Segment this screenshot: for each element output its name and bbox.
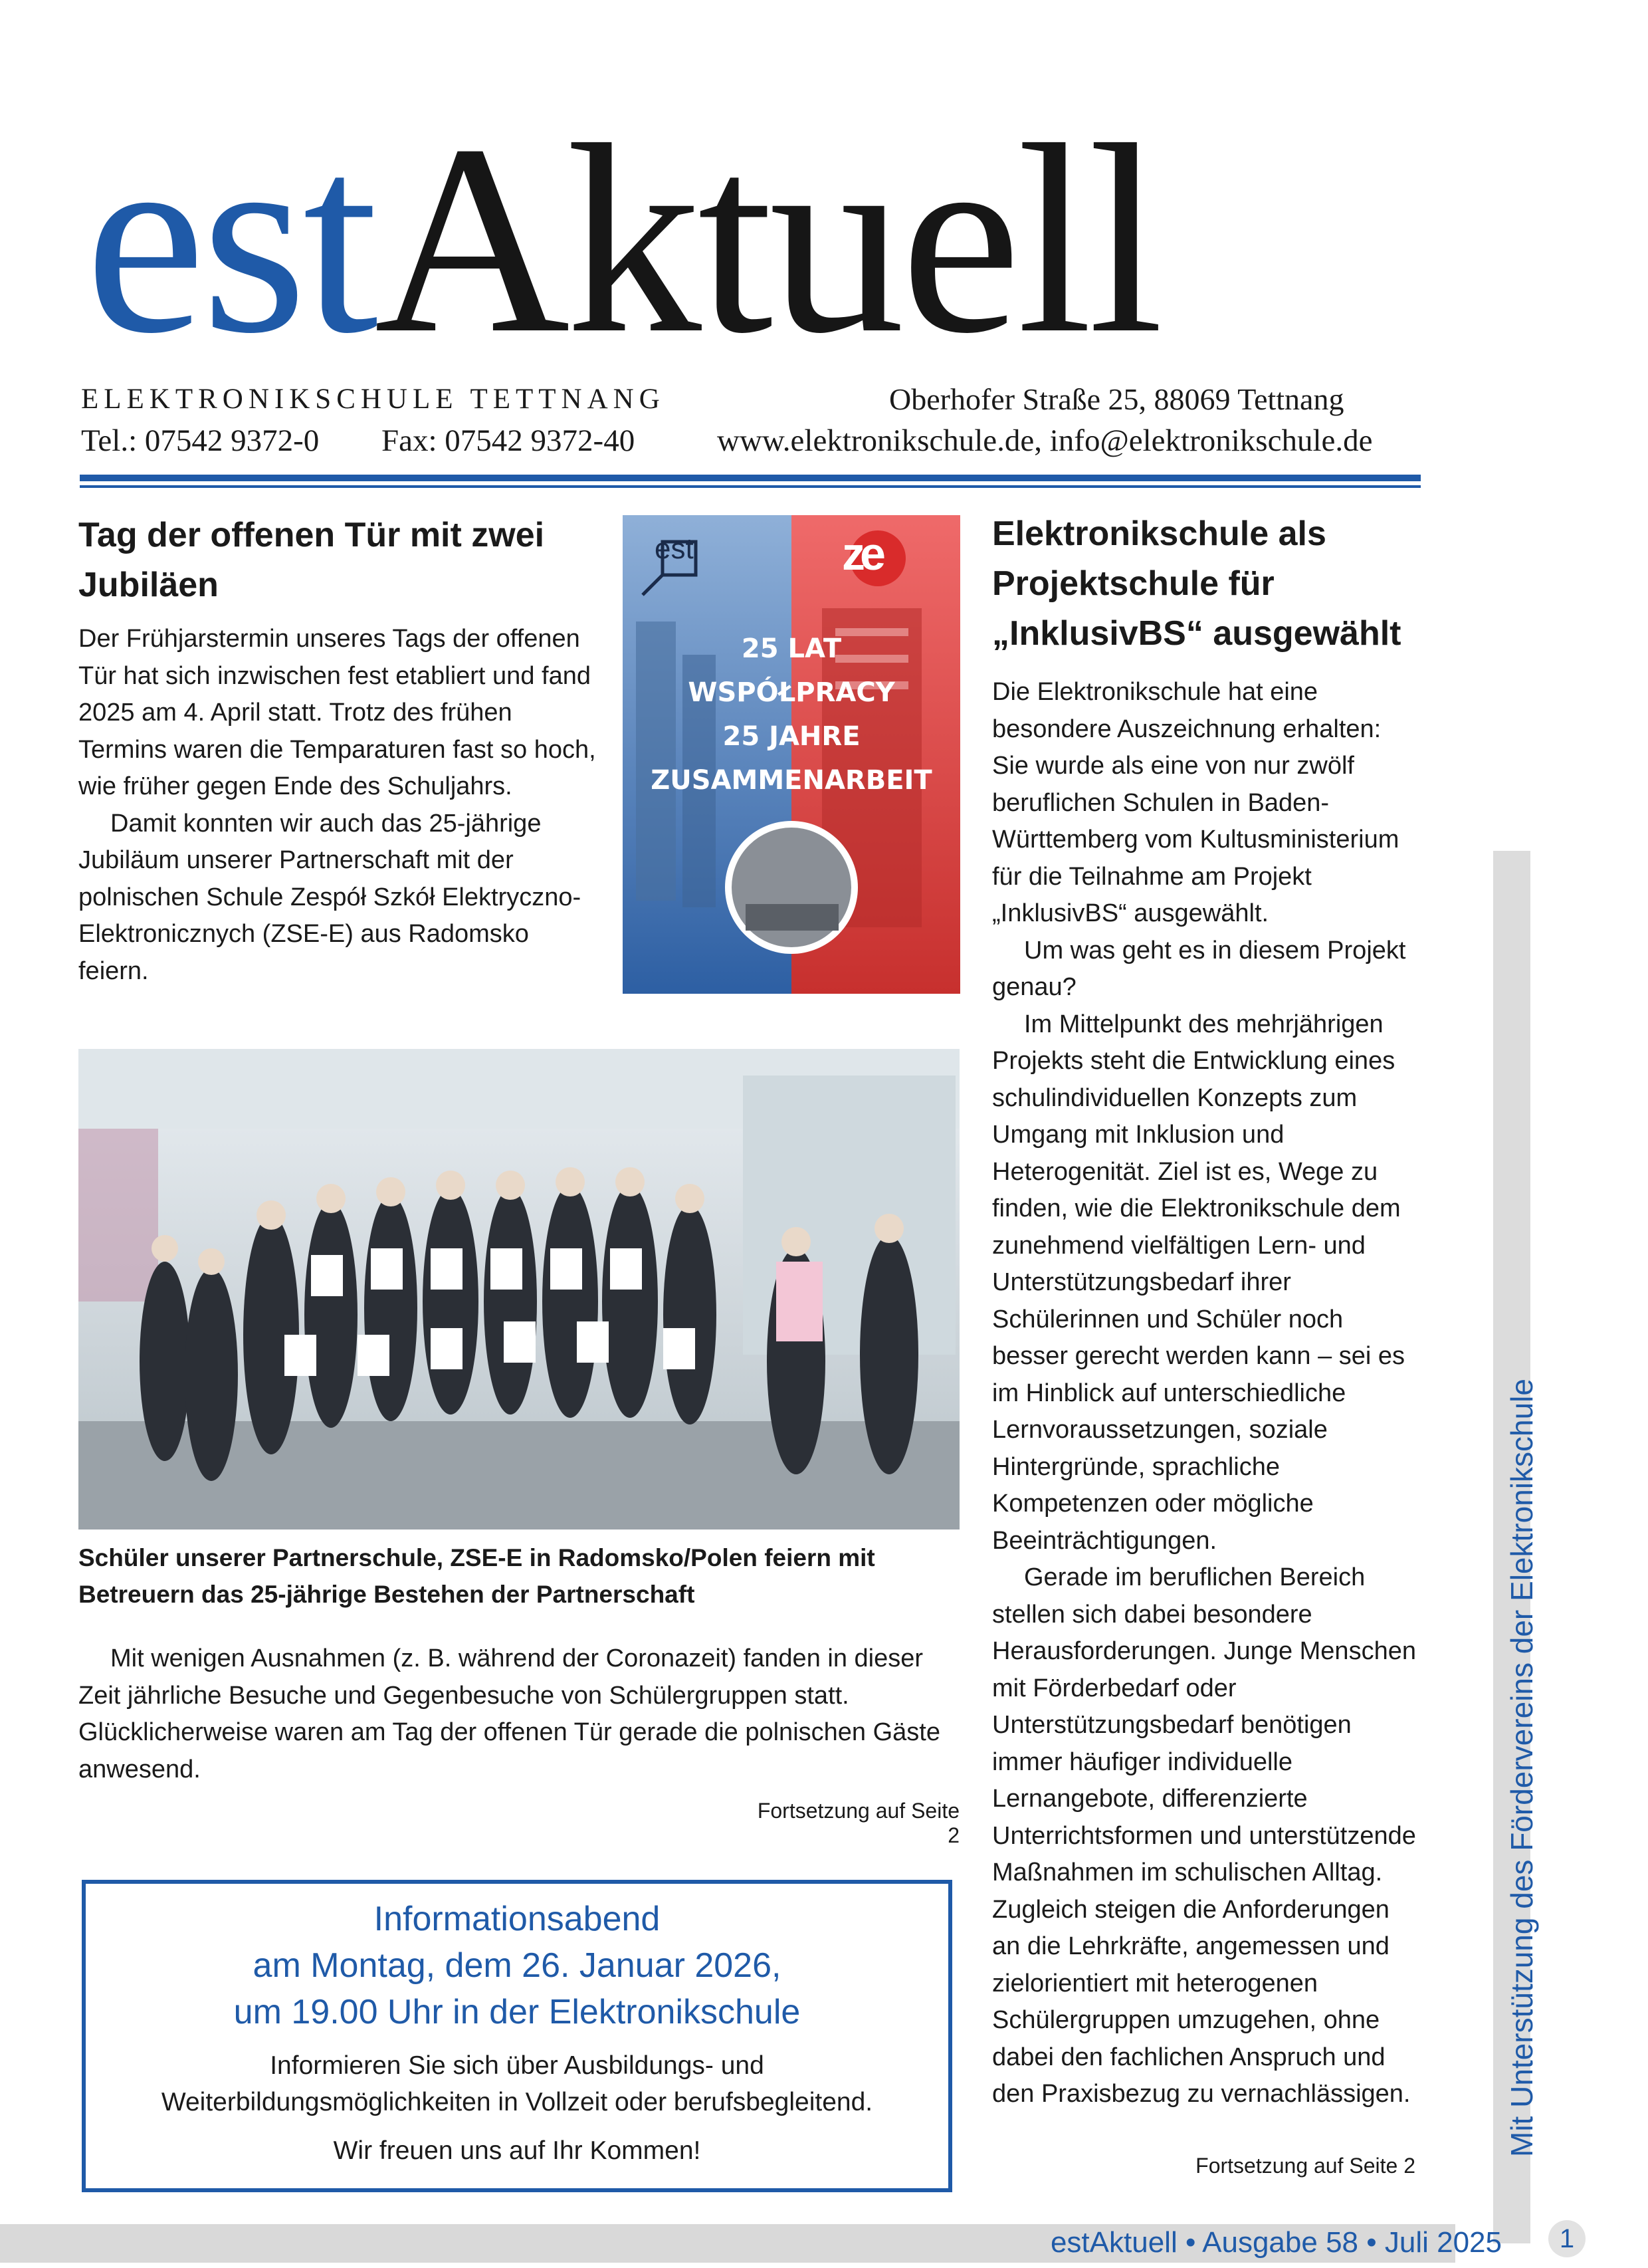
sponsor-sidebar-text: Mit Unterstützung des Fördervereins der Elektronikschule — [1504, 1379, 1539, 2157]
article1-heading: Tag der offenen Tür mit zwei Jubiläen — [78, 516, 545, 604]
poster-line: 25 LAT — [741, 633, 842, 664]
article2-paragraph: Im Mittelpunkt des mehrjährigen Projekts steht die Entwicklung eines schulindividuellen Konzepts zum Umgang mit Inklusion und Heterogenität. Ziel ist es, Wege zu finden, wie die Elektronikschule dem zunehmend vielfältigen Lern- und Unterstützungsbedarf ihrer Schülerinnen und Schüler noch besser gerecht werden kann – sei es im Hinblick auf unterschiedliche Lernvoraussetzungen, soziale Hintergründe, sprachliche Kompetenzen oder mögliche Beeinträchtigungen. — [992, 1010, 1405, 1555]
school-address: Oberhofer Straße 25, 88069 Tettnang — [889, 382, 1344, 416]
masthead-rule-thick — [80, 475, 1421, 481]
masthead-est: est — [85, 89, 375, 390]
poster-line: WSPÓŁPRACY — [688, 677, 895, 708]
article1-paragraph: Mit wenigen Ausnahmen (z. B. während der Coronazeit) fanden in dieser Zeit jährliche Besuche und Gegenbesuche von Schülergruppen statt. Glücklicherweise waren am Tag der offenen Tür gerade die polnischen Gäste anwesend. — [78, 1644, 940, 1783]
photo-caption: Schüler unserer Partnerschule, ZSE-E in Radomsko/Polen feiern mit Betreuern das 25-jährige Bestehen der Partnerschaft — [78, 1544, 875, 1608]
masthead-title — [85, 89, 1454, 390]
anniversary-poster-image — [623, 515, 960, 994]
article2-heading: Elektronikschule als Projektschule für „InklusivBS“ ausgewählt — [992, 514, 1401, 653]
article1-continued: Fortsetzung auf Seite 2 — [757, 1799, 960, 1847]
school-fax: Fax: 07542 9372-40 — [381, 423, 635, 458]
page-number: 1 — [1548, 2220, 1586, 2257]
masthead-rule-thin — [80, 485, 1421, 488]
group-photo — [78, 1049, 960, 1530]
school-phone: Tel.: 07542 9372-0 — [81, 423, 320, 458]
article1-body — [78, 621, 597, 990]
info-box-text: Informieren Sie sich über Ausbildungs- und Weiterbildungsmöglichkeiten in Vollzeit oder berufsbegleitend. — [161, 2051, 873, 2116]
article2-continued: Fortsetzung auf Seite 2 — [1195, 2154, 1415, 2178]
info-box-date: am Montag, dem 26. Januar 2026, — [253, 1946, 781, 1985]
article2-body — [992, 674, 1424, 2113]
info-box-time-location: um 19.00 Uhr in der Elektronikschule — [233, 1993, 801, 2031]
masthead-aktuell: Aktuell — [374, 89, 1160, 390]
school-name: ELEKTRONIKSCHULE TETTNANG — [81, 384, 665, 415]
group-photo-graphic — [78, 1049, 960, 1530]
article2-paragraph: Die Elektronikschule hat eine besondere Auszeichnung erhalten: Sie wurde als eine von nur zwölf beruflichen Schulen in Baden-Württemberg vom Kultusministerium für die Teilnahme am Projekt „InklusivBS“ ausgewählt. — [992, 678, 1399, 927]
article1-paragraph: Damit konnten wir auch das 25-jährige Jubiläum unserer Partnerschaft mit der polnischen Schule Zespół Szkół Elektryczno-Elektronicznych (ZSE-E) aus Radomsko feiern. — [78, 809, 581, 985]
info-box-closing: Wir freuen uns auf Ihr Kommen! — [333, 2136, 701, 2165]
poster-logo-est: est — [655, 532, 694, 565]
article2-paragraph: Um was geht es in diesem Projekt genau? — [992, 936, 1406, 1001]
info-evening-box — [82, 1880, 952, 2192]
issue-info: estAktuell • Ausgabe 58 • Juli 2025 — [1050, 2226, 1502, 2259]
poster-logo-zse: ze — [842, 528, 880, 580]
poster-line: 25 JAHRE — [722, 721, 861, 752]
poster-line: ZUSAMMENARBEIT — [651, 765, 932, 796]
article1-paragraph: Der Frühjarstermin unseres Tags der offenen Tür hat sich inzwischen fest etabliert und fand 2025 am 4. April statt. Trotz des frühen Termins waren die Temparaturen fast so hoch, wie früher gegen Ende des Schuljahrs. — [78, 625, 596, 800]
info-box-title: Informationsabend — [373, 1900, 661, 1938]
school-web-email: www.elektronikschule.de, info@elektronikschule.de — [717, 423, 1373, 458]
poster-text — [623, 627, 960, 802]
article2-paragraph: Gerade im beruflichen Bereich stellen sich dabei besondere Herausforderungen. Junge Menschen mit Förderbedarf oder Unterstützungsbedarf benötigen immer häufiger individuelle Lernangebote, differenzierte Unterrichtsformen und unterstützende Maßnahmen im schulischen Alltag. Zugleich steigen die Anforderungen an die Lehrkräfte, angemessen und zielorientiert mit heterogenen Schülergruppen umzugehen, ohne dabei den fachlichen Anspruch und den Praxisbezug zu vernachlässigen. — [992, 1563, 1416, 2108]
